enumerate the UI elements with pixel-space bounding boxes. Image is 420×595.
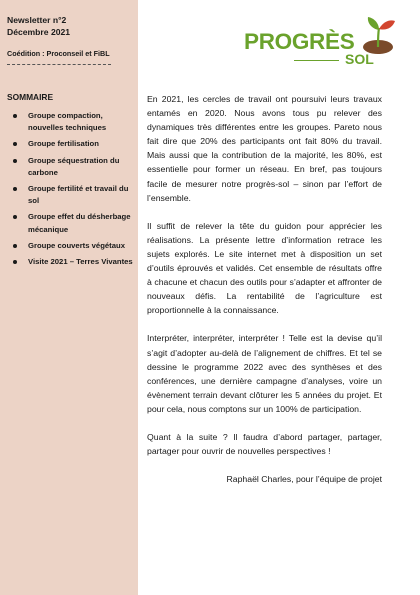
toc-item[interactable]: Visite 2021 – Terres Vivantes: [13, 256, 133, 268]
issue-date: Décembre 2021: [7, 27, 71, 37]
paragraph: Il suffit de relever la tête du guidon pour apprécier les réalisations. La présente lettre d’information retrace les sujets explorés. Le site internet met à disposition un set d’outils éprouvés et validés. Cet ensemble de résultats offre à chacune et chacun des outils pour s’adapter et affronter de nouveaux défis. La rentabilité de l’agriculture est proportionnelle à la connaissance.: [147, 220, 382, 316]
toc-item[interactable]: Groupe effet du désherbage mécanique: [13, 211, 133, 235]
toc-item[interactable]: Groupe fertilisation: [13, 138, 133, 150]
toc-item[interactable]: Groupe couverts végétaux: [13, 240, 133, 252]
progres-sol-logo: [244, 12, 404, 67]
issue-header: [7, 14, 70, 38]
toc-list: [13, 110, 133, 272]
editorial-body: [147, 92, 382, 500]
separator-rule: [7, 64, 111, 65]
sidebar: [0, 0, 138, 595]
coedition-line: Coédition : Proconseil et FiBL: [7, 49, 110, 58]
paragraph: Quant à la suite ? Il faudra d’abord partager, partager, partager pour ouvrir de nouvelles perspectives !: [147, 431, 382, 457]
toc-item[interactable]: Groupe séquestration du carbone: [13, 155, 133, 179]
paragraph: Interpréter, interpréter, interpréter ! Telle est la devise qu’il s’agit d’adopter au-delà de l’alignement de chiffres. Et tel se dessine le programme 2022 avec des synthèses et des conférences, une dernière campagne d’analyses, voire un évènement terrain devant clôturer les 5 années du projet. Et pour cela, nous comptons sur un 100% de participation.: [147, 333, 382, 414]
issue-number: Newsletter n°2: [7, 15, 67, 25]
paragraph: En 2021, les cercles de travail ont poursuivi leurs travaux entamés en 2020. Nous avons tous pu relever des dynamiques très différentes entre les groupes. Pareto nous fait dire que 20% des participants ont fait 80% du travail. Mais aussi que la contribution de la majorité, les 80%, est essentielle pour former un réseau. En bref, pas toujours facile de mesurer notre progrès-sol – sinon par l’effort de l’ensemble.: [147, 94, 382, 203]
logo-wordmark: PROGRÈS: [244, 29, 355, 54]
signature: Raphaël Charles, pour l’équipe de projet: [226, 474, 382, 485]
logo-underline: [294, 60, 339, 61]
logo-subword: SOL: [345, 51, 374, 67]
toc-item[interactable]: Groupe compaction, nouvelles techniques: [13, 110, 133, 134]
toc-title: SOMMAIRE: [7, 92, 54, 102]
toc-item[interactable]: Groupe fertilité et travail du sol: [13, 183, 133, 207]
